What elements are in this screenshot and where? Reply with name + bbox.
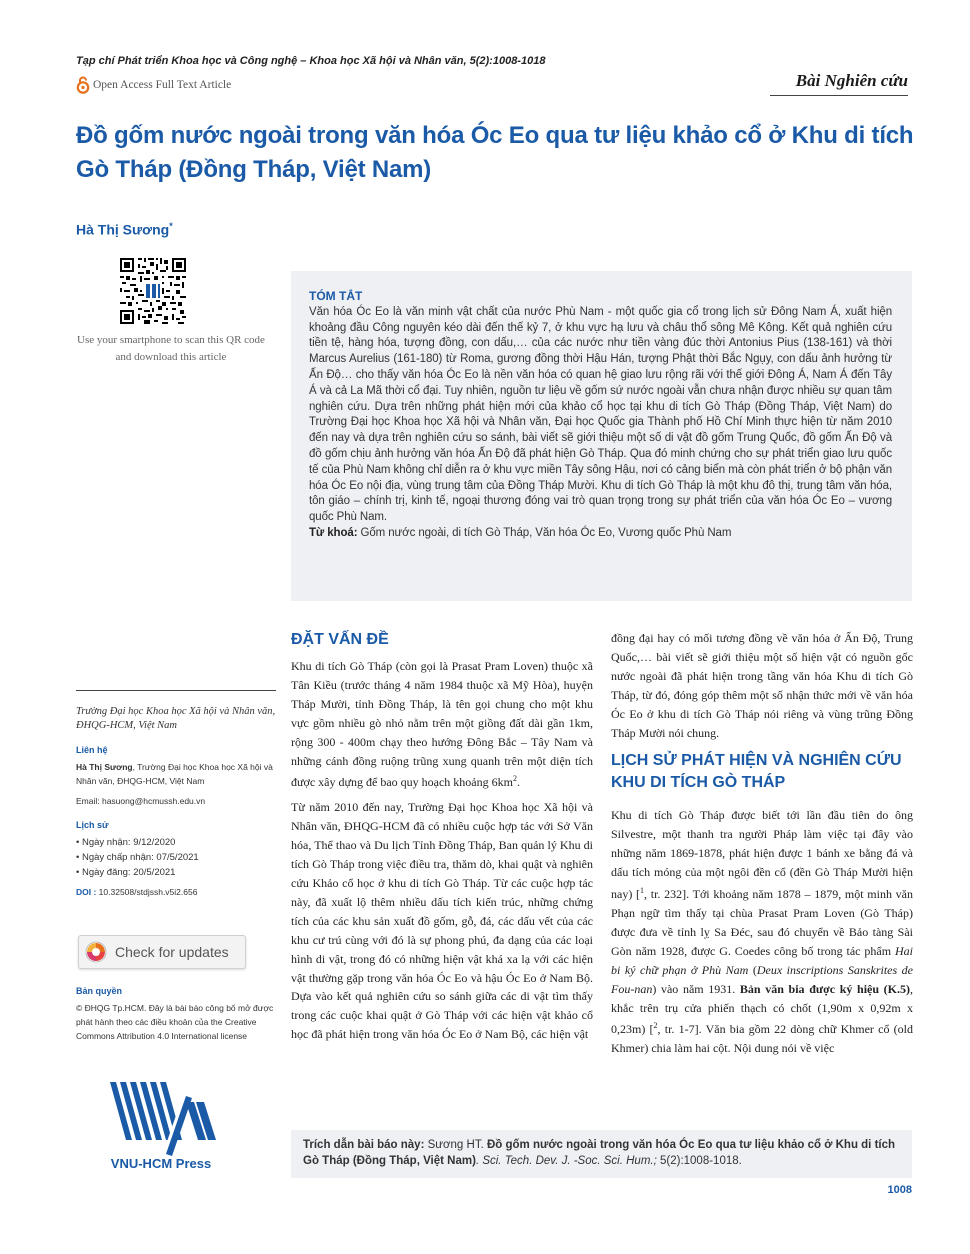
qr-caption: Use your smartphone to scan this QR code and download this article [77, 334, 265, 363]
article-type: Bài Nghiên cứu [795, 71, 908, 90]
citation-title: Đồ gốm nước ngoài trong văn hóa Óc Eo qua tư liệu khảo cổ ở Khu di tích Gò Tháp (Đồng Tháp, Việt Nam) [303, 1139, 896, 1167]
publisher-label: VNU-HCM Press [110, 1156, 212, 1171]
citation-journal: . Sci. Tech. Dev. J. -Soc. Sci. Hum.; [475, 1155, 657, 1167]
section-heading-history: LỊCH SỬ PHÁT HIỆN VÀ NGHIÊN CỨU KHU DI TÍCH GÒ THÁP [611, 752, 902, 792]
open-access-text: Open Access Full Text Article [93, 79, 232, 91]
open-access-label [76, 76, 231, 94]
history-item: • Ngày đăng: 20/5/2021 [76, 867, 176, 878]
sidebar-divider [76, 690, 276, 691]
header-divider [770, 95, 908, 96]
paragraph [611, 806, 913, 1058]
author-name[interactable] [76, 221, 173, 238]
bold-text: Bản văn bia được ký hiệu (K.5) [739, 981, 911, 996]
copyright-text: © ĐHQG Tp.HCM. Đây là bài báo công bố mở được phát hành theo các điều khoản của the Creative Commons Attribution 4.0 International license [76, 1003, 274, 1041]
text: Khu di tích Gò Tháp được biết tới lần đầu tiên do ông Silvestre, một thanh tra người Pháp làm việc tại đây vào những năm 1869-1878, phát hiện được 1 bánh xe bằng đá và dấu tích móng của một ngôi đền cổ (đền Gò Tháp Mười hiện nay) [ [611, 808, 913, 902]
citation-box [291, 1130, 912, 1178]
history-item: • Ngày chấp nhận: 07/5/2021 [76, 852, 199, 863]
reference-link[interactable]: 1 [640, 886, 645, 896]
body-column-left [291, 629, 593, 1044]
author-text: Hà Thị Sương [76, 221, 170, 238]
contact-heading: Liên hệ [76, 745, 108, 755]
sidebar [76, 690, 276, 897]
keywords [309, 526, 892, 542]
abstract-text: Văn hóa Óc Eo là văn minh vật chất của nước Phù Nam - một quốc gia cổ trong lịch sử Đông Nam Á, xuất hiện khoảng đầu Công nguyên kéo dài đến thế kỷ 7, ở khu vực hạ lưu và châu thổ sông Mê Kông. Kết quả nghiên cứu tiền tệ, hàng hóa, tượng đồng, con dấu,… của các nước như tiền vàng đúc thời Antonius Pius (138-161) và thời Marcus Aurelius (161-180) từ Roma, gương đồng thời Hậu Hán, tượng Phật thời Bắc Ngụy, con dấu ảnh hưởng từ Ấn Độ… cho thấy văn hóa Óc Eo là nền văn hóa có quan hệ giao lưu rộng rãi với thế giới Đông Á, Nam Á đến Tây Á và cả La Mã thời cổ đại. Tuy nhiên, nguồn tư liệu về gốm sứ nước ngoài vẫn chưa nhận được nhiều sự quan tâm nghiên cứu. Dựa trên những phát hiện mới của khảo cổ học tại khu di tích Gò Tháp (Đồng Tháp, Việt Nam) do Trường Đại học Khoa học Xã hội và Nhân văn, Đại học Quốc gia Thành phố Hồ Chí Minh thực hiện từ năm 2010 đến nay và dựa trên nghiên cứu so sánh, bài viết sẽ giới thiệu một số di vật đồ gốm Trung Quốc, đồ gốm Ấn Độ và đồ gốm chịu ảnh hưởng văn hóa Ấn Độ đã phát hiện Gò Tháp. Qua đó minh chứng cho sự phát triển giao lưu quốc tế của Phù Nam không chỉ diễn ra ở khu vực miền Tây sông Hậu, nơi có cảng biển mà còn phát triển ở bộ phận văn hóa Óc Eo nội địa, vùng trung tâm của Đồng Tháp Mười. Khu di tích Gò Tháp là một khu đô thị, trung tâm văn hóa, tôn giáo – chính trị, kinh tế, ngoại thương đóng vai trò quan trọng trong sự phát triển của văn hóa Óc Eo – vương quốc Phù Nam. [309, 305, 892, 524]
citation-author: Sương HT. [424, 1139, 487, 1151]
section-heading-introduction: ĐẶT VẤN ĐỀ [291, 631, 389, 648]
article-title: Đồ gốm nước ngoài trong văn hóa Óc Eo qua tư liệu khảo cổ ở Khu di tích Gò Tháp (Đồng Tháp, Việt Nam) [76, 122, 914, 183]
contact-name: Hà Thị Sương [76, 762, 133, 772]
history-heading: Lịch sử [76, 820, 109, 830]
keywords-label: Từ khoá: [309, 526, 358, 539]
check-updates-label: Check for updates [115, 944, 229, 960]
paragraph [291, 657, 593, 792]
italic-title: Hai bi ký chữ phạn ở Phù Nam [611, 943, 913, 977]
doi-label: DOI : [76, 887, 97, 897]
keywords-text: Gốm nước ngoài, di tích Gò Tháp, Văn hóa Óc Eo, Vương quốc Phù Nam [360, 526, 732, 539]
text: ) vào năm 1931. [652, 981, 740, 996]
history-item: • Ngày nhận: 9/12/2020 [76, 837, 176, 848]
author-mark: * [169, 221, 173, 231]
citation-label: Trích dẫn bài báo này: [303, 1139, 425, 1151]
paragraph: đồng đại hay có mối tương đồng về văn hóa ở Ấn Độ, Trung Quốc,… bài viết sẽ giới thiệu một số hiện vật có nguồn gốc nước ngoài đã phát hiện trong tầng văn hóa Khu di tích Gò Tháp, từ đó, đóng góp thêm một số nhận thức mới về văn hóa Óc Eo ở khu di tích Gò Tháp nói riêng và vùng trũng Đồng Tháp Mười nói chung. [611, 631, 913, 740]
citation-volume: 5(2):1008-1018. [656, 1155, 742, 1167]
contact-info [76, 760, 276, 788]
vnu-hcm-press-logo [102, 1078, 222, 1158]
qr-code[interactable] [120, 258, 186, 324]
italic-title: Deux inscriptions Sanskrites de Fou-nan [611, 962, 913, 996]
abstract-box [291, 271, 912, 601]
abstract-heading: TÓM TẮT [309, 289, 363, 303]
doi-value: 10.32508/stdjssh.v5i2.656 [96, 887, 198, 897]
contact-affiliation: , Trường Đại học Khoa học Xã hội và Nhân văn, ĐHQG-HCM, Việt Nam [76, 762, 273, 786]
open-access-lock-icon [76, 76, 90, 94]
check-for-updates-button[interactable] [78, 935, 246, 969]
text: ( [748, 962, 757, 977]
copyright-block [76, 986, 276, 1043]
check-updates-icon [85, 941, 107, 963]
reference-link[interactable]: 2 [653, 1021, 658, 1031]
text: , tr. 1-7]. Văn bia gồm 22 dòng chữ Khmer cổ (old Khmer) chia làm hai cột. Nội dung nói về việc [611, 1022, 913, 1056]
superscript: 2 [512, 774, 517, 784]
journal-header: Tạp chí Phát triển Khoa học và Công nghệ – Khoa học Xã hội và Nhân văn, 5(2):1008-1018 [76, 55, 546, 67]
paragraph-end: . [516, 775, 520, 790]
paragraph: Từ năm 2010 đến nay, Trường Đại học Khoa học Xã hội và Nhân văn, ĐHQG-HCM đã có nhiều cuộc hợp tác với Sở Văn hóa, Thể thao và Du lịch Tỉnh Đồng Tháp, Ban quản lý Khu di tích Gò Tháp trong việc điều tra, thăm dò, khai quật và nghiên cứu Khảo cổ học ở khu di tích Gò Tháp. Từ các cuộc hợp tác này, đã xuất lộ thêm nhiều dấu tích kiến trúc, những chứng tích của các khu sản xuất đồ gốm, gỗ, đá, các dấu vết của các khu cư trú cùng với đó là sự phong phú, đa dạng của các loại hình di vật, trong đó có những hiện vật khá xa lạ với các hiện vật thường gặp trong văn hóa Óc Eo và hậu Óc Eo ở Nam Bộ. Dựa vào kết quả nghiên cứu so sánh giữa các di vật tìm thấy trong các cuộc khai quật ở Gò Tháp với các hiện vật khảo cổ học đã phát hiện trong văn hóa Óc Eo ở Nam Bộ, các hiện vật [291, 800, 593, 1042]
page-number: 1008 [887, 1184, 912, 1196]
copyright-heading: Bản quyền [76, 986, 123, 996]
paragraph-text: Khu di tích Gò Tháp (còn gọi là Prasat Pram Loven) thuộc xã Tân Kiều (trước tháng 4 năm 1984 thuộc xã Mỹ Hòa), huyện Tháp Mười, tỉnh Đồng Tháp, là tên gọi chung cho một khu vực gồm nhiều gò nhỏ nằm trên một giồng đất dài gần 1km, rộng 300 - 400m chạy theo hướng Đông Bắc – Tây Nam và những cánh đồng ruộng trũng xung quanh trên một diện tích được xây dựng để bao quy hoạch khoảng 6km [291, 659, 593, 790]
affiliation: Trường Đại học Khoa học Xã hội và Nhân văn, ĐHQG-HCM, Việt Nam [76, 706, 276, 731]
doi[interactable] [76, 887, 276, 897]
text: , khắc trên trụ cửa phiến thạch có chốt (1,90m x 0,92m x 0,23m) [ [611, 981, 914, 1037]
contact-email[interactable]: Email: hasuong@hcmussh.edu.vn [76, 796, 206, 806]
body-column-right [611, 629, 913, 1058]
text: , tr. 232]. Tới khoảng năm 1878 – 1879, một minh văn Phạn ngữ tìm thấy tại chùa Prasat Pram Loven (Gò Tháp) được đưa về tỉnh lỵ Sa Đéc, sau đó chuyển về Bảo tàng Sài Gòn năm 1928, được G. Coedes công bố trong tác phẩm [611, 887, 914, 958]
